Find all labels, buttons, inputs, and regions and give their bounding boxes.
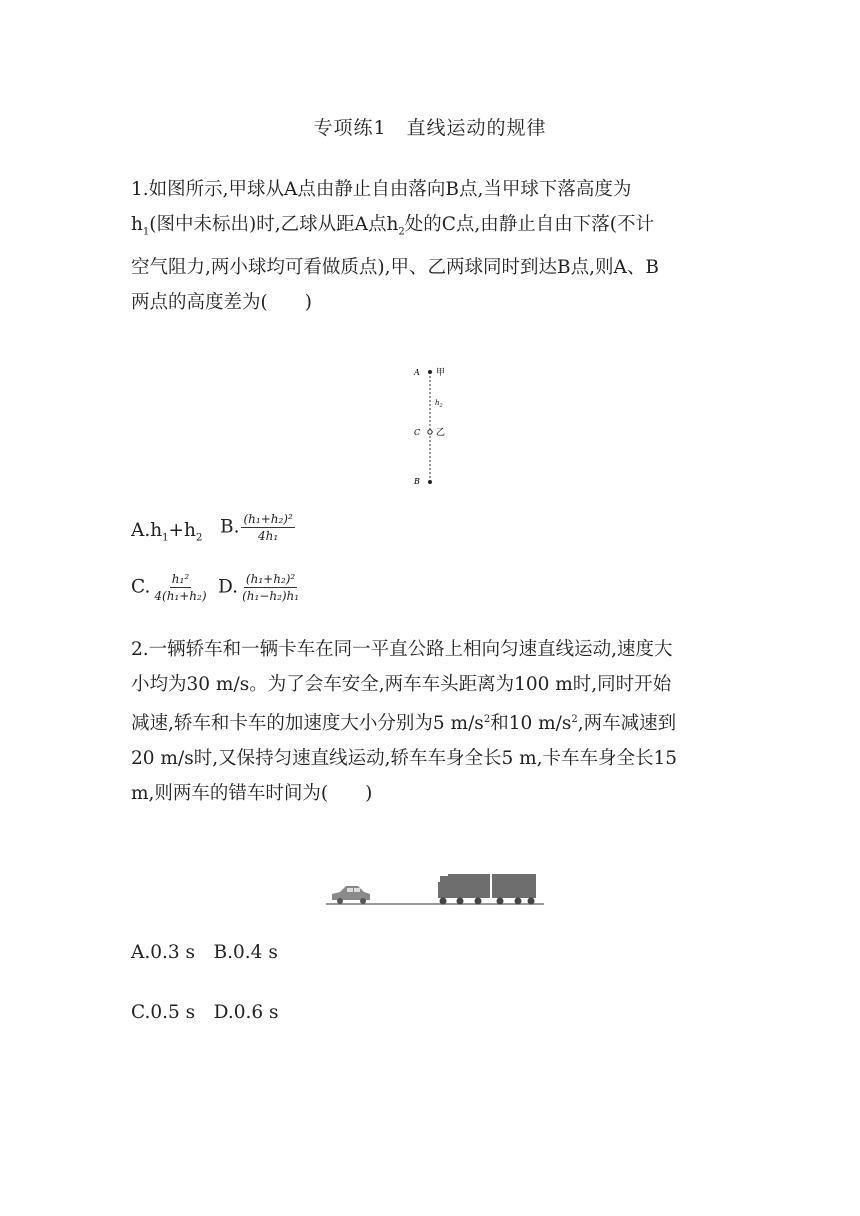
q1-line-3: 空气阻力,两小球均可看做质点),甲、乙两球同时到达B点,则A、B	[131, 256, 659, 278]
truck-icon	[438, 874, 536, 905]
page-title: 专项练1 直线运动的规律	[313, 117, 547, 139]
q1-line-1: 1.如图所示,甲球从A点由静止自由落向B点,当甲球下落高度为	[131, 179, 632, 200]
q2-line-4: 20 m/s时,又保持匀速直线运动,轿车车身全长5 m,卡车车身全长15	[131, 748, 678, 770]
sedan-icon	[332, 886, 370, 904]
q2-options-ab: A.0.3 s B.0.4 s	[131, 942, 278, 963]
ball-jia-label: 甲	[436, 368, 446, 378]
q1-line-2: $h_1$(图中未标出)时,乙球从距A点$h_2$处的C点,由静止自由下落(不计	[131, 214, 655, 238]
q2-options-cd: C.0.5 s D.0.6 s	[131, 1002, 279, 1023]
q1-option-a: $A.h_1+h_2$	[131, 520, 203, 544]
point-b-label: B	[414, 477, 420, 486]
free-fall-figure	[410, 360, 470, 490]
q1-line-4: 两点的高度差为( )	[131, 291, 312, 313]
q1-option-c: C. $\frac{\text{h₁²}}{\text{4(h₁+h₂)}}$	[131, 572, 207, 603]
q2-line-5: m,则两车的错车时间为( )	[131, 783, 373, 805]
h2-label: $h_2$	[435, 399, 443, 409]
q2-line-1: 2.一辆轿车和一辆卡车在同一平直公路上相向匀速直线运动,速度大	[131, 639, 673, 660]
question-2-stem	[131, 632, 751, 811]
q1-option-d: D. $\frac{\text{(h₁+h₂)²}}{\text{(h₁−h₂)h₁}}$	[218, 572, 300, 603]
q1-option-b: B. $\frac{\text{(h₁+h₂)²}}{\text{4h₁}}$	[220, 512, 293, 543]
ball-yi-label: 乙	[436, 428, 446, 438]
q2-line-3: 减速,轿车和卡车的加速度大小分别为5 $m/s^2$和10 $m/s^2$,两车减速到	[131, 713, 677, 735]
question-1-stem	[131, 172, 751, 320]
point-c-label: C	[414, 428, 421, 437]
point-a-label: A	[414, 368, 420, 377]
car-truck-figure	[326, 868, 544, 910]
q2-line-2: 小均为30 m/s。为了会车安全,两车车头距离为100 m时,同时开始	[131, 674, 672, 695]
